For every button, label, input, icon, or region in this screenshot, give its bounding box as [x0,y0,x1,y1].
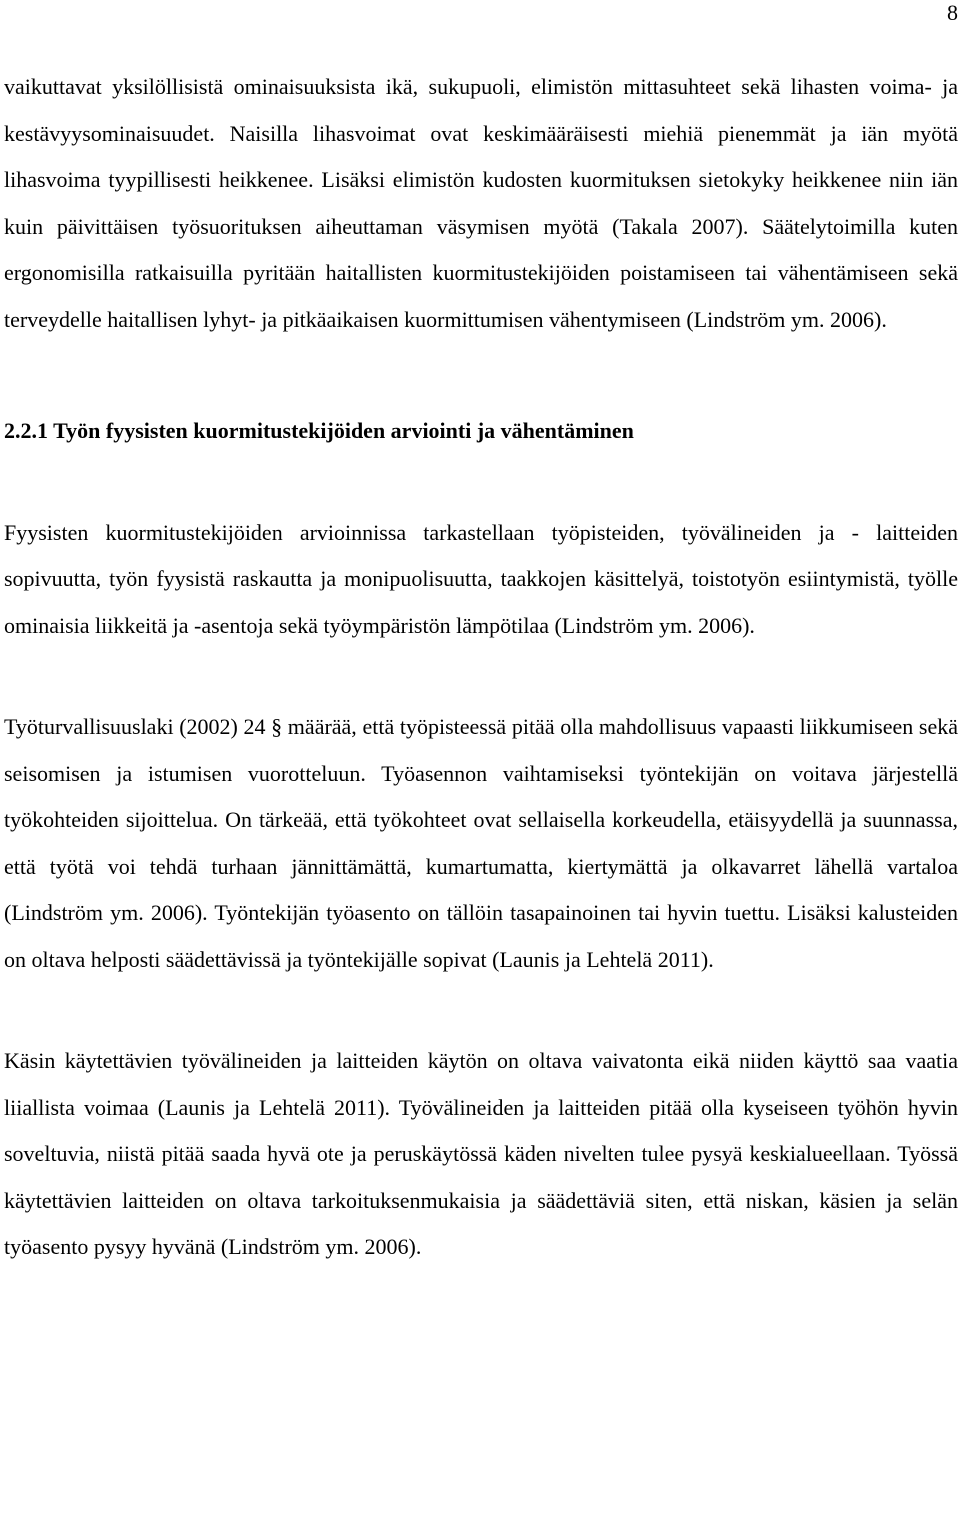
section-heading: 2.2.1 Työn fyysisten kuormitustekijöiden arviointi ja vähentäminen [4,418,634,443]
paragraph-safety-law: Työturvallisuuslaki (2002) 24 § määrää, että työpisteessä pitää olla mahdollisuus vapaasti liikkumiseen sekä seisomisen ja istumisen vuorotteluun. Työasennon vaihtamiseksi työntekijän on voitava järjestellä työkohteiden sijoittelua. On tärkeää, että työkohteet ovat sellaisella korkeudella, etäisyydellä ja suunnassa, että työtä voi tehdä turhaan jännittämättä, kumartumatta, kiertymättä ja olkavarret lähellä vartaloa (Lindström ym. 2006). Työntekijän työasento on tällöin tasapainoinen tai hyvin tuettu. Lisäksi kalusteiden on oltava helposti säädettävissä ja työntekijälle sopivat (Launis ja Lehtelä 2011). [4,714,958,972]
document-body [4,64,958,1271]
paragraph-assessment: Fyysisten kuormitustekijöiden arvioinnissa tarkastellaan työpisteiden, työvälineiden ja - laitteiden sopivuutta, työn fyysistä raskautta ja monipuolisuutta, taakkojen käsittelyä, toistotyön esiintymistä, työlle ominaisia liikkeitä ja -asentoja sekä työympäristön lämpötilaa (Lindström ym. 2006). [4,519,958,638]
paragraph-physical-factors: vaikuttavat yksilöllisistä ominaisuuksista ikä, sukupuoli, elimistön mittasuhteet sekä lihasten voima- ja kestävyysominaisuudet. Naisilla lihasvoimat ovat keskimääräisesti miehiä pienemmät ja iän myötä lihasvoima tyypillisesti heikkenee. Lisäksi elimistön kudosten kuormituksen sietokyky heikkenee niin iän kuin päivittäisen työsuorituksen aiheuttaman väsymisen myötä (Takala 2007). Säätelytoimilla kuten ergonomisilla ratkaisuilla pyritään haitallisten kuormitustekijöiden poistamiseen tai vähentämiseen sekä terveydelle haitallisen lyhyt- ja pitkäaikaisen kuormittumisen vähentymiseen (Lindström ym. 2006). [4,74,958,332]
paragraph-hand-tools: Käsin käytettävien työvälineiden ja laitteiden käytön on oltava vaivatonta eikä niiden käyttö saa vaatia liiallista voimaa (Launis ja Lehtelä 2011). Työvälineiden ja laitteiden pitää olla kyseiseen työhön hyvin soveltuvia, niistä pitää saada hyvä ote ja peruskäytössä käden nivelten tulee pysyä keskialueellaan. Työssä käytettävien laitteiden on oltava tarkoituksenmukaisia ja säädettäviä siten, että niskan, käsien ja selän työasento pysyy hyvänä (Lindström ym. 2006). [4,1048,958,1259]
page-number: 8 [947,0,958,25]
